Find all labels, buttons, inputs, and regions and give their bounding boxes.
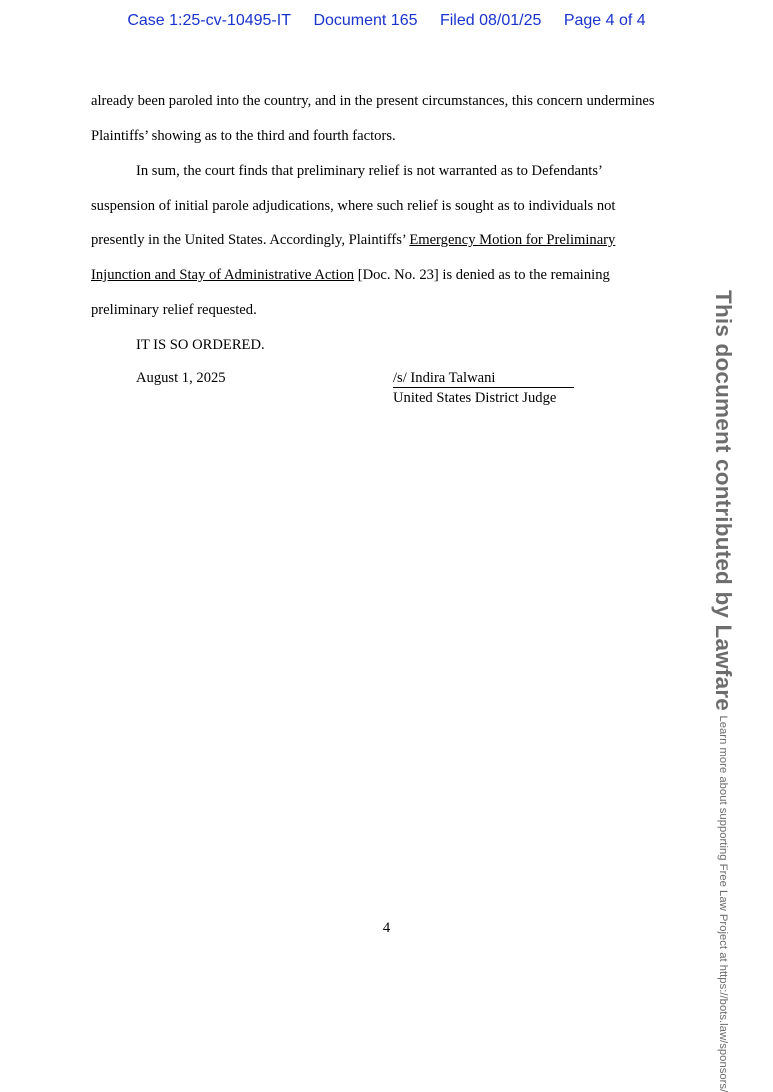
page-number: 4	[382, 920, 391, 936]
motion-link-part-2[interactable]: Injunction and Stay of Administrative Action	[91, 267, 355, 283]
judge-signature: /s/ Indira Talwani	[393, 370, 574, 388]
body-line-5-text: presently in the United States. Accordingly, Plaintiffs’	[91, 232, 410, 248]
signature-block	[393, 370, 574, 407]
body-line-7: preliminary relief requested.	[91, 302, 257, 318]
body-line-6-text: [Doc. No. 23] is denied as to the remaining	[354, 267, 610, 283]
body-line-4: suspension of initial parole adjudications, where such relief is sought as to individuals not	[91, 198, 616, 214]
filed-date: Filed 08/01/25	[439, 12, 542, 29]
contributor-watermark	[710, 290, 736, 1092]
motion-link-part-1[interactable]: Emergency Motion for Preliminary	[409, 232, 616, 248]
body-line-2: Plaintiffs’ showing as to the third and fourth factors.	[91, 128, 396, 144]
case-number: Case 1:25-cv-10495-IT	[127, 12, 291, 29]
body-line-3: In sum, the court finds that preliminary relief is not warranted as to Defendants’	[136, 163, 603, 179]
document-header	[0, 12, 773, 30]
body-line-1: already been paroled into the country, and in the present circumstances, this concern undermines	[91, 93, 655, 109]
page-indicator: Page 4 of 4	[563, 12, 646, 29]
watermark-main: This document contributed by Lawfare	[711, 290, 736, 711]
body-line-6	[91, 265, 610, 285]
document-number: Document 165	[313, 12, 418, 29]
body-line-5	[91, 230, 615, 250]
judge-title: United States District Judge	[393, 390, 557, 406]
order-statement: IT IS SO ORDERED.	[136, 337, 265, 353]
signature-date: August 1, 2025	[136, 370, 226, 386]
watermark-sub: Learn more about supporting Free Law Project at https://bots.law/sponsors/	[717, 715, 729, 1092]
